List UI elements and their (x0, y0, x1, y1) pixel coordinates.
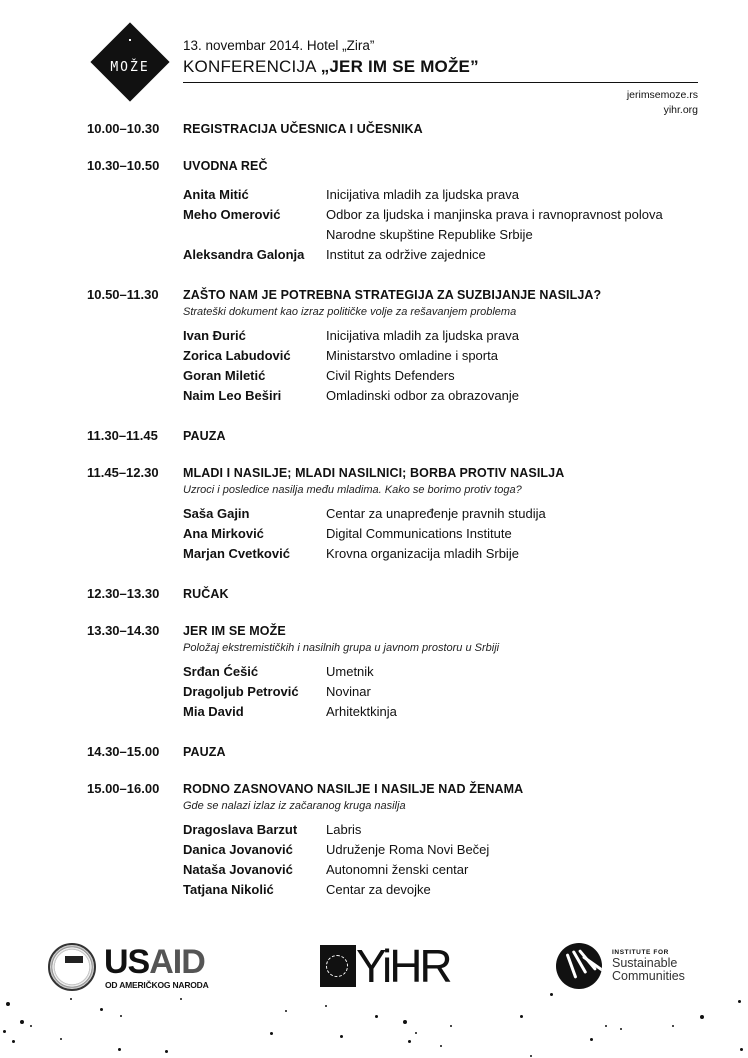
slot-header (87, 465, 707, 480)
speaker-name: Dragoslava Barzut (183, 822, 298, 837)
speckle (590, 1038, 593, 1041)
speaker-name: Saša Gajin (183, 506, 250, 521)
speaker-name: Mia David (183, 704, 244, 719)
speckle (12, 1040, 15, 1043)
speaker-list (183, 504, 707, 564)
conference-title (183, 57, 479, 77)
speaker-row (183, 682, 707, 702)
slot-time: 15.00–16.00 (87, 781, 160, 796)
speckle (70, 998, 72, 1000)
speaker-name: Nataša Jovanović (183, 862, 293, 877)
program-slot (87, 744, 707, 759)
slot-time: 10.30–10.50 (87, 158, 160, 173)
slot-subtitle: Položaj ekstremističkih i nasilnih grupa u javnom prostoru u Srbiji (183, 642, 500, 654)
slot-header (87, 744, 707, 759)
program-slot (87, 158, 707, 265)
speaker-organization: Inicijativa mladih za ljudska prava (326, 328, 519, 343)
speaker-row (183, 840, 707, 860)
speckle (605, 1025, 607, 1027)
speckle (118, 1048, 121, 1051)
speckle (340, 1035, 343, 1038)
speckle (325, 1005, 327, 1007)
speaker-name: Ivan Đurić (183, 328, 246, 343)
usaid-word-aid: AID (149, 943, 205, 981)
slot-header (87, 781, 707, 796)
speckle (550, 993, 553, 996)
speckle (375, 1015, 378, 1018)
speaker-organization: Novinar (326, 684, 371, 699)
slot-title: UVODNA REČ (183, 159, 268, 173)
speaker-name: Marjan Cvetković (183, 546, 290, 561)
speckle (440, 1045, 442, 1047)
speaker-organization: Umetnik (326, 664, 374, 679)
slot-title: PAUZA (183, 745, 226, 759)
slot-header (87, 428, 707, 443)
usaid-word-us: US (104, 943, 150, 981)
decorative-speckles (0, 990, 748, 1058)
slot-header (87, 287, 707, 302)
speaker-name: Anita Mitić (183, 187, 249, 202)
slot-subtitle: Uzroci i posledice nasilja među mladima. Kako se borimo protiv toga? (183, 484, 522, 496)
slot-time: 11.45–12.30 (87, 465, 159, 480)
program-slot (87, 287, 707, 406)
speckle (20, 1020, 24, 1024)
speckle (450, 1025, 452, 1027)
speaker-organization: Udruženje Roma Novi Bečej (326, 842, 490, 857)
slot-time: 12.30–13.30 (87, 586, 160, 601)
slot-subtitle: Strateški dokument kao izraz političke volje za rešavanjem problema (183, 306, 517, 318)
program-slot (87, 465, 707, 564)
speaker-organization: Ministarstvo omladine i sporta (326, 348, 498, 363)
header-links (627, 88, 698, 118)
speckle (403, 1020, 407, 1024)
usaid-tagline: OD AMERIČKOG NARODA (105, 980, 209, 990)
conference-program (87, 121, 707, 922)
speaker-list (183, 820, 707, 900)
speaker-row (183, 366, 707, 386)
slot-title: RUČAK (183, 587, 229, 601)
speckle (180, 998, 182, 1000)
speckle (30, 1025, 32, 1027)
speckle (120, 1015, 122, 1017)
speckle (700, 1015, 704, 1019)
conference-title-prefix: KONFERENCIJA (183, 57, 321, 76)
slot-subtitle: Gde se nalazi izlaz iz začaranog kruga nasilja (183, 800, 406, 812)
speaker-row (183, 880, 707, 900)
slot-header (87, 623, 707, 638)
slot-title: JER IM SE MOŽE (183, 624, 286, 638)
speaker-organization: Digital Communications Institute (326, 526, 512, 541)
speaker-name: Goran Miletić (183, 368, 266, 383)
speaker-row (183, 662, 707, 682)
slot-title: PAUZA (183, 429, 226, 443)
speaker-list (183, 662, 707, 722)
speckle (740, 1048, 743, 1051)
sponsor-logos (0, 935, 748, 995)
isc-name (612, 957, 685, 983)
program-slot (87, 121, 707, 136)
speckle (738, 1000, 741, 1003)
usaid-logo (48, 943, 228, 993)
speaker-organization: Krovna organizacija mladih Srbije (326, 546, 519, 561)
slot-header (87, 121, 707, 136)
speaker-organization: Omladinski odbor za obrazovanje (326, 388, 519, 403)
speaker-name: Srđan Ćešić (183, 664, 259, 679)
website-link-jerimsemoze[interactable]: jerimsemozе.rs (626, 89, 698, 101)
slot-header (87, 586, 707, 601)
speaker-list (183, 326, 707, 406)
program-slot (87, 586, 707, 601)
speaker-row (183, 185, 707, 205)
yihr-wordmark: YiHR (356, 940, 450, 992)
slot-title: RODNO ZASNOVANO NASILJE I NASILJE NAD ŽENAMA (183, 782, 524, 796)
header-divider (183, 82, 698, 83)
speaker-name: Zorica Labudović (183, 348, 291, 363)
usaid-wordmark (104, 945, 205, 979)
slot-time: 13.30–14.30 (87, 623, 160, 638)
speaker-organization: Labris (326, 822, 362, 837)
slot-time: 11.30–11.45 (87, 428, 158, 443)
speaker-organization: Centar za devojke (326, 882, 431, 897)
yihr-emblem-icon (320, 945, 356, 987)
slot-title: MLADI I NASILJE; MLADI NASILNICI; BORBA PROTIV NASILJA (183, 466, 565, 480)
speckle (6, 1002, 10, 1006)
speaker-organization: Odbor za ljudska i manjinska prava i ravnopravnost polova Narodne skupštine Republike Srbije (326, 207, 663, 242)
speaker-organization: Autonomni ženski centar (326, 862, 469, 877)
slot-time: 10.50–11.30 (87, 287, 159, 302)
logo-dot (129, 39, 131, 41)
moze-logo (90, 22, 170, 102)
speaker-row (183, 245, 707, 265)
speckle (3, 1030, 6, 1033)
speaker-row (183, 346, 707, 366)
slot-time: 10.00–10.30 (87, 121, 160, 136)
slot-time: 14.30–15.00 (87, 744, 160, 759)
website-link-yihr[interactable]: yihr.org (663, 104, 698, 116)
program-slot (87, 623, 707, 722)
slot-title: REGISTRACIJA UČESNICA I UČESNIKA (183, 122, 423, 136)
speckle (530, 1055, 532, 1057)
speaker-name: Aleksandra Galonja (183, 247, 305, 262)
logo-text: MOŽE (110, 60, 150, 75)
speckle (165, 1050, 168, 1053)
speaker-list (183, 185, 707, 265)
speckle (408, 1040, 411, 1043)
slot-title: ZAŠTO NAM JE POTREBNA STRATEGIJA ZA SUZBIJANJE NASILJA? (183, 288, 602, 302)
speaker-organization: Inicijativa mladih za ljudska prava (326, 187, 519, 202)
speckle (672, 1025, 674, 1027)
program-slot (87, 781, 707, 900)
speaker-name: Meho Omerović (183, 207, 281, 222)
speaker-row (183, 860, 707, 880)
speaker-row (183, 386, 707, 406)
speaker-row (183, 524, 707, 544)
isc-line2: Sustainable (612, 956, 678, 970)
speaker-row (183, 702, 707, 722)
speckle (520, 1015, 523, 1018)
conference-title-main: „JER IM SE MOŽE” (320, 57, 479, 76)
speaker-row (183, 544, 707, 564)
speaker-row (183, 504, 707, 524)
speaker-organization: Arhitektkinja (326, 704, 397, 719)
usaid-seal-icon (48, 943, 96, 991)
event-date-venue: 13. novembar 2014. Hotel „Zira” (183, 38, 375, 53)
speaker-row (183, 820, 707, 840)
speaker-name: Naim Leo Beširi (183, 388, 282, 403)
speckle (415, 1032, 417, 1034)
speckle (60, 1038, 62, 1040)
isc-logo (556, 943, 716, 993)
speaker-row (183, 326, 707, 346)
speaker-organization: Centar za unapređenje pravnih studija (326, 506, 546, 521)
speckle (270, 1032, 273, 1035)
speaker-organization: Institut za održive zajednice (326, 247, 486, 262)
speaker-name: Dragoljub Petrović (183, 684, 299, 699)
speaker-row (183, 205, 707, 245)
yihr-logo (320, 940, 455, 992)
speaker-name: Tatjana Nikolić (183, 882, 274, 897)
speaker-name: Danica Jovanović (183, 842, 293, 857)
speckle (285, 1010, 287, 1012)
speaker-name: Ana Mirković (183, 526, 264, 541)
speckle (100, 1008, 103, 1011)
slot-header (87, 158, 707, 173)
speaker-organization: Civil Rights Defenders (326, 368, 455, 383)
speckle (620, 1028, 622, 1030)
isc-globe-icon (556, 943, 602, 989)
isc-line1: INSTITUTE FOR (612, 949, 669, 956)
program-slot (87, 428, 707, 443)
isc-line3: Communities (612, 969, 685, 983)
